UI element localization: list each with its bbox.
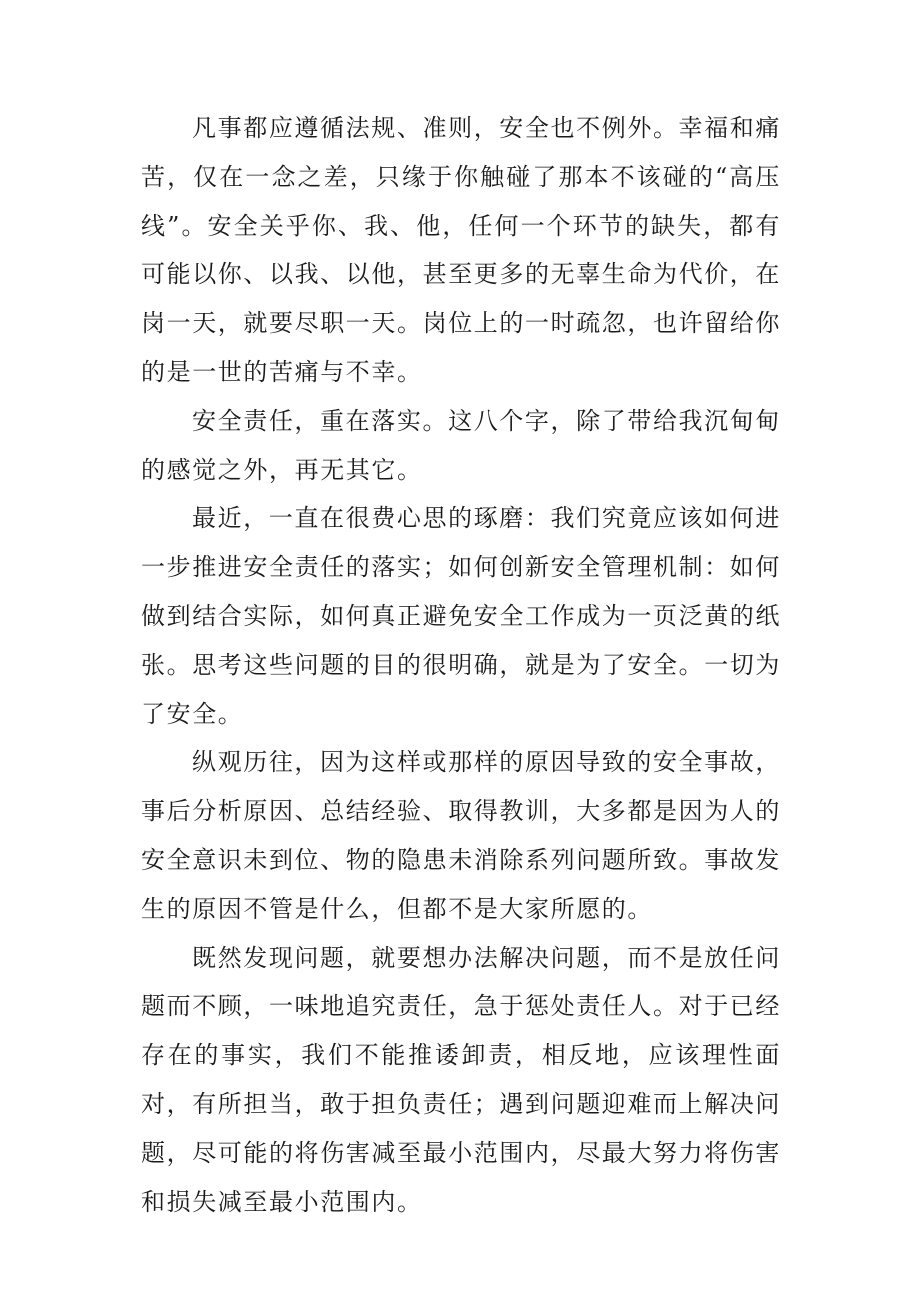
paragraph-5: 既然发现问题，就要想办法解决问题，而不是放任问题而不顾，一味地追究责任，急于惩处责任人。对于已经存在的事实，我们不能推诿卸责，相反地，应该理性面对，有所担当，敢于担负责任；遇到问题迎难而上解决问题，尽可能的将伤害减至最小范围内，尽最大努力将伤害和损失减至最小范围内。 bbox=[141, 943, 781, 1216]
paragraph-1: 凡事都应遵循法规、准则，安全也不例外。幸福和痛苦，仅在一念之差，只缘于你触碰了那本不该碰的“高压线”。安全关乎你、我、他，任何一个环节的缺失，都有可能以你、以我、以他，甚至更多的无辜生命为代价，在岗一天，就要尽职一天。岗位上的一时疏忽，也许留给你的是一世的苦痛与不幸。 bbox=[141, 114, 781, 386]
document-body bbox=[141, 104, 781, 1226]
paragraph-4: 纵观历往，因为这样或那样的原因导致的安全事故，事后分析原因、总结经验、取得教训，大多都是因为人的安全意识未到位、物的隐患未消除系列问题所致。事故发生的原因不管是什么，但都不是大家所愿的。 bbox=[141, 748, 781, 923]
paragraph-2: 安全责任，重在落实。这八个字，除了带给我沉甸甸的感觉之外，再无其它。 bbox=[141, 406, 781, 484]
paragraph-3: 最近，一直在很费心思的琢磨：我们究竟应该如何进一步推进安全责任的落实；如何创新安全管理机制：如何做到结合实际，如何真正避免安全工作成为一页泛黄的纸张。思考这些问题的目的很明确，就是为了安全。一切为了安全。 bbox=[141, 504, 781, 728]
